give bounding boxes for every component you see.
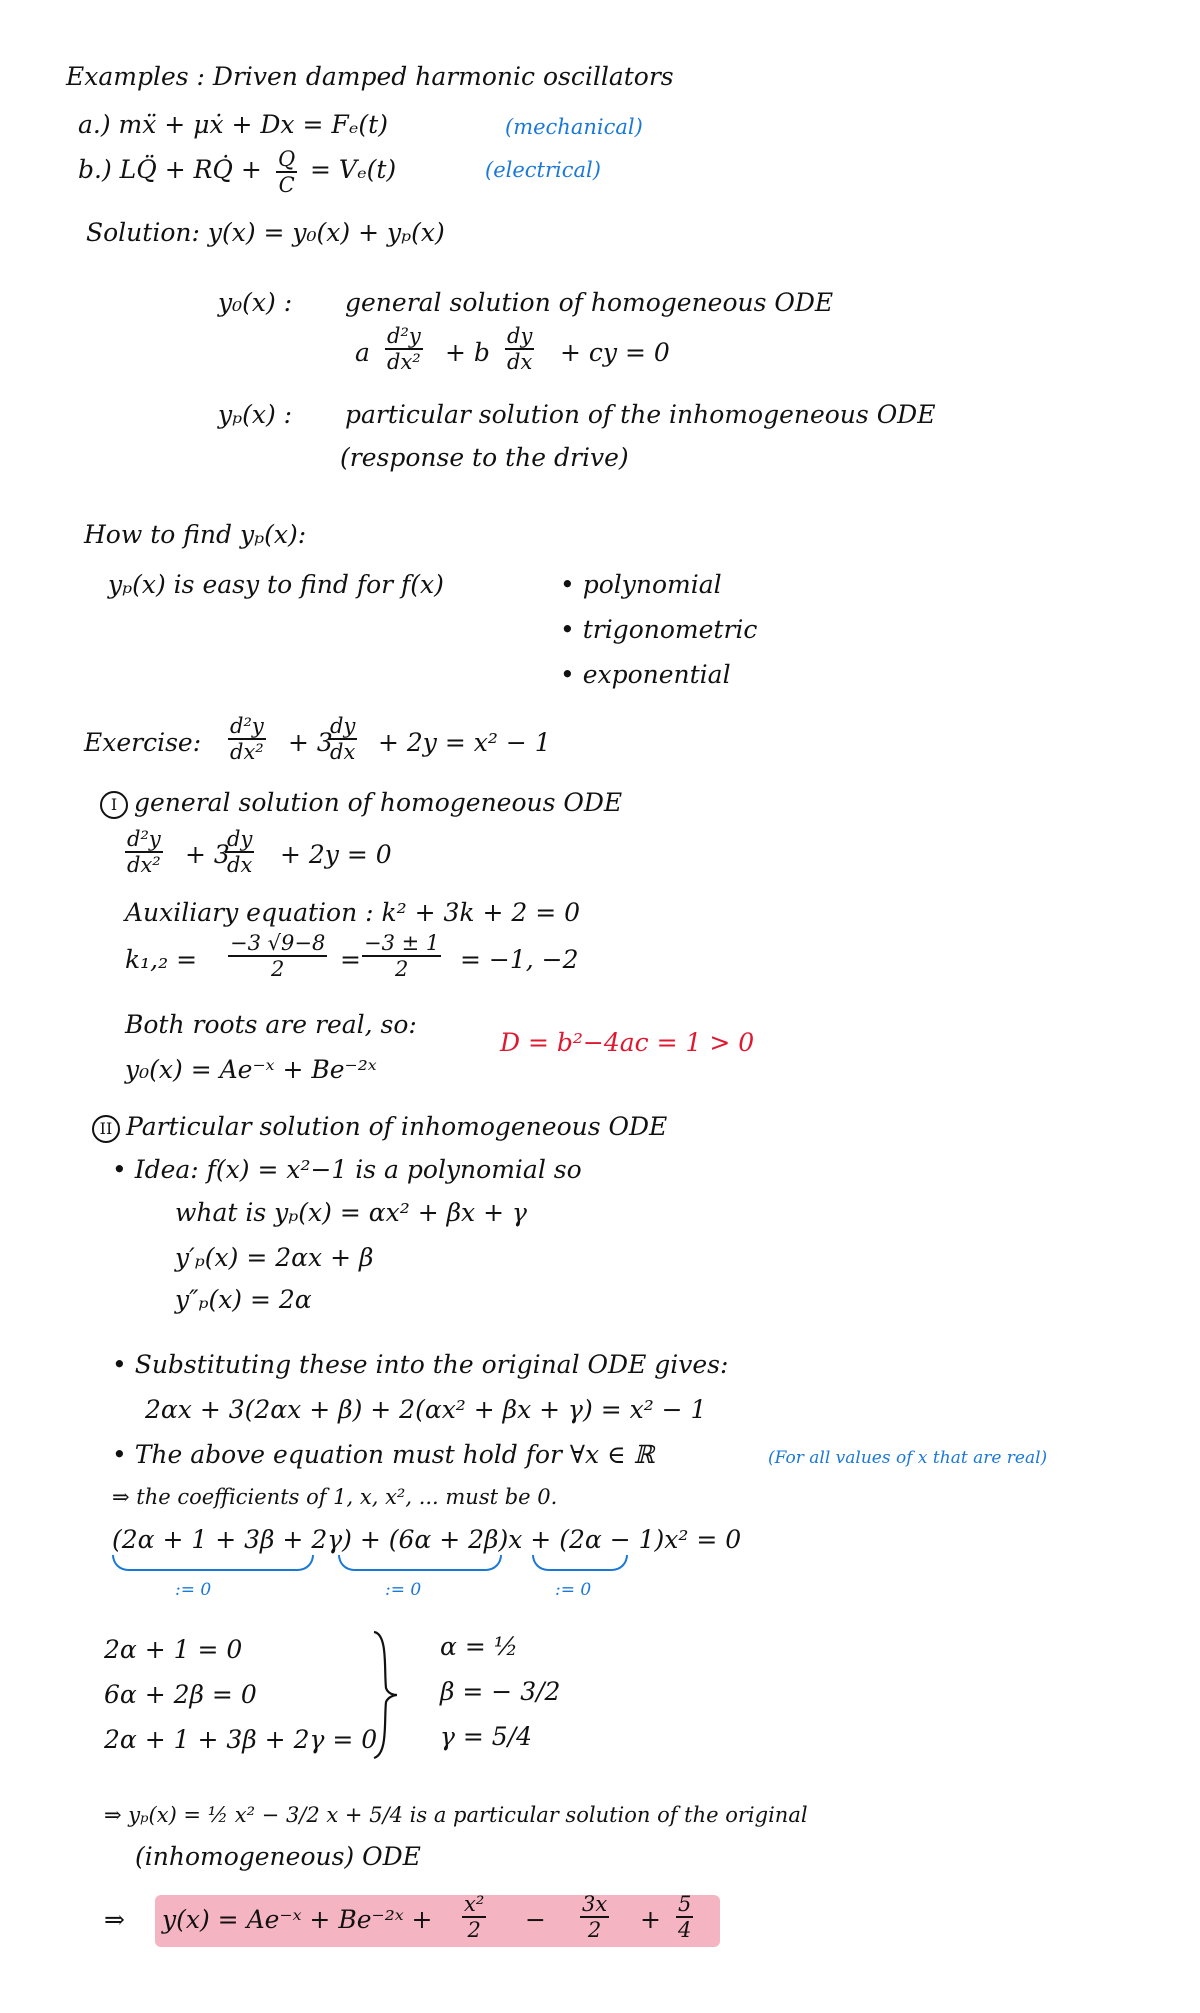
final-fraction-x2-over-2: x² 2 bbox=[464, 1892, 485, 1942]
final-prefix: ⇒ bbox=[104, 1905, 125, 1934]
system-equation-3: 2α + 1 + 3β + 2γ = 0 bbox=[104, 1725, 378, 1754]
substitution-line: • Substituting these into the original ODE gives: bbox=[112, 1350, 729, 1379]
yp-description: particular solution of the inhomogeneous ODE bbox=[345, 400, 936, 429]
y0-label: y₀(x) : bbox=[218, 288, 293, 317]
fraction-exercise-dy: dy dx bbox=[330, 714, 356, 764]
fraction-d2y-dx2: d²y dx² bbox=[387, 324, 421, 374]
yp-label: yₚ(x) : bbox=[218, 400, 293, 429]
result-alpha: α = ½ bbox=[440, 1632, 518, 1661]
fraction-part1-d2y: d²y dx² bbox=[127, 827, 161, 877]
y0-eq-rest: + cy = 0 bbox=[560, 338, 670, 367]
final-minus: − bbox=[525, 1905, 546, 1934]
exercise-label: Exercise: bbox=[84, 728, 202, 757]
system-brace bbox=[370, 1630, 400, 1760]
hold-note: (For all values of x that are real) bbox=[768, 1448, 1048, 1468]
equation-electrical-right: = Vₑ(t) bbox=[310, 155, 397, 184]
fraction-k-2: −3 ± 1 2 bbox=[364, 931, 440, 981]
set-zero-3: := 0 bbox=[555, 1580, 592, 1600]
part2-number: II bbox=[92, 1115, 120, 1143]
bullet-exponential: • exponential bbox=[560, 660, 731, 689]
final-plus: + bbox=[640, 1905, 661, 1934]
final-fraction-5-over-4: 5 4 bbox=[678, 1892, 692, 1942]
brace-linear-term bbox=[338, 1555, 502, 1571]
roots-statement: Both roots are real, so: bbox=[125, 1010, 417, 1039]
yp-second-derivative: y″ₚ(x) = 2α bbox=[175, 1285, 312, 1314]
set-zero-1: := 0 bbox=[175, 1580, 212, 1600]
fraction-q-over-c: Q C bbox=[278, 147, 296, 197]
k-label: k₁,₂ = bbox=[125, 945, 198, 974]
grouped-equation: (2α + 1 + 3β + 2γ) + (6α + 2β)x + (2α − 1)x² = 0 bbox=[112, 1525, 742, 1554]
fraction-exercise-d2y: d²y dx² bbox=[230, 714, 264, 764]
k-result: = −1, −2 bbox=[460, 945, 579, 974]
substitution-equation: 2αx + 3(2αx + β) + 2(αx² + βx + γ) = x² − 1 bbox=[145, 1395, 707, 1424]
fraction-k-1: −3 √9−8 2 bbox=[230, 931, 326, 981]
idea-line: • Idea: f(x) = x²−1 is a polynomial so bbox=[112, 1155, 582, 1184]
howto-title: How to find yₚ(x): bbox=[84, 520, 307, 549]
part2-title-line bbox=[92, 1112, 667, 1143]
examples-heading: Examples : Driven damped harmonic oscillators bbox=[66, 62, 674, 91]
system-equation-2: 6α + 2β = 0 bbox=[104, 1680, 257, 1709]
result-beta: β = − 3/2 bbox=[440, 1677, 561, 1706]
part2-title: Particular solution of inhomogeneous ODE bbox=[126, 1112, 668, 1141]
fraction-part1-dy: dy dx bbox=[227, 827, 253, 877]
brace-quadratic-term bbox=[532, 1555, 628, 1571]
part1-title: general solution of homogeneous ODE bbox=[134, 788, 623, 817]
coefficients-statement: ⇒ the coefficients of 1, x, x², ... must be 0. bbox=[112, 1485, 558, 1509]
yp-result: ⇒ yₚ(x) = ½ x² − 3/2 x + 5/4 is a particular solution of the original bbox=[104, 1803, 808, 1827]
system-equation-1: 2α + 1 = 0 bbox=[104, 1635, 243, 1664]
result-gamma: γ = 5/4 bbox=[440, 1722, 533, 1751]
yp-ansatz: what is yₚ(x) = αx² + βx + γ bbox=[175, 1198, 527, 1227]
yp-description-2: (response to the drive) bbox=[340, 443, 629, 472]
hold-statement: • The above equation must hold for ∀x ∈ ℝ bbox=[112, 1440, 655, 1469]
auxiliary-equation: Auxiliary equation : k² + 3k + 2 = 0 bbox=[125, 898, 581, 927]
part1-rest: + 2y = 0 bbox=[280, 840, 392, 869]
exercise-rest: + 2y = x² − 1 bbox=[378, 728, 551, 757]
bullet-polynomial: • polynomial bbox=[560, 570, 722, 599]
y0-description: general solution of homogeneous ODE bbox=[345, 288, 834, 317]
fraction-dy-dx: dy dx bbox=[507, 324, 533, 374]
y0-solution: y₀(x) = Ae⁻ˣ + Be⁻²ˣ bbox=[125, 1055, 377, 1084]
set-zero-2: := 0 bbox=[385, 1580, 422, 1600]
solution-line: Solution: y(x) = y₀(x) + yₚ(x) bbox=[86, 218, 445, 247]
note-mechanical: (mechanical) bbox=[505, 115, 643, 139]
part1-title-line bbox=[100, 788, 622, 819]
discriminant-note: D = b²−4ac = 1 > 0 bbox=[500, 1028, 755, 1057]
howto-line: yₚ(x) is easy to find for f(x) bbox=[108, 570, 444, 599]
k-equals: = bbox=[340, 945, 361, 974]
exercise-plus3: + 3 bbox=[288, 728, 333, 757]
equation-electrical-left: b.) LQ̈ + RQ̇ + bbox=[78, 155, 262, 184]
yp-result-2: (inhomogeneous) ODE bbox=[135, 1842, 421, 1871]
bullet-trigonometric: • trigonometric bbox=[560, 615, 758, 644]
y0-eq-a: a bbox=[355, 338, 370, 367]
note-electrical: (electrical) bbox=[485, 158, 601, 182]
equation-mechanical: a.) mẍ + μẋ + Dx = Fₑ(t) bbox=[78, 110, 388, 139]
final-answer-left: y(x) = Ae⁻ˣ + Be⁻²ˣ + bbox=[162, 1905, 433, 1934]
brace-constant-term bbox=[112, 1555, 314, 1571]
yp-first-derivative: y′ₚ(x) = 2αx + β bbox=[175, 1243, 374, 1272]
part1-number: I bbox=[100, 791, 128, 819]
final-fraction-3x-over-2: 3x 2 bbox=[582, 1892, 608, 1942]
y0-eq-b: + b bbox=[445, 338, 490, 367]
part1-plus3: + 3 bbox=[185, 840, 230, 869]
